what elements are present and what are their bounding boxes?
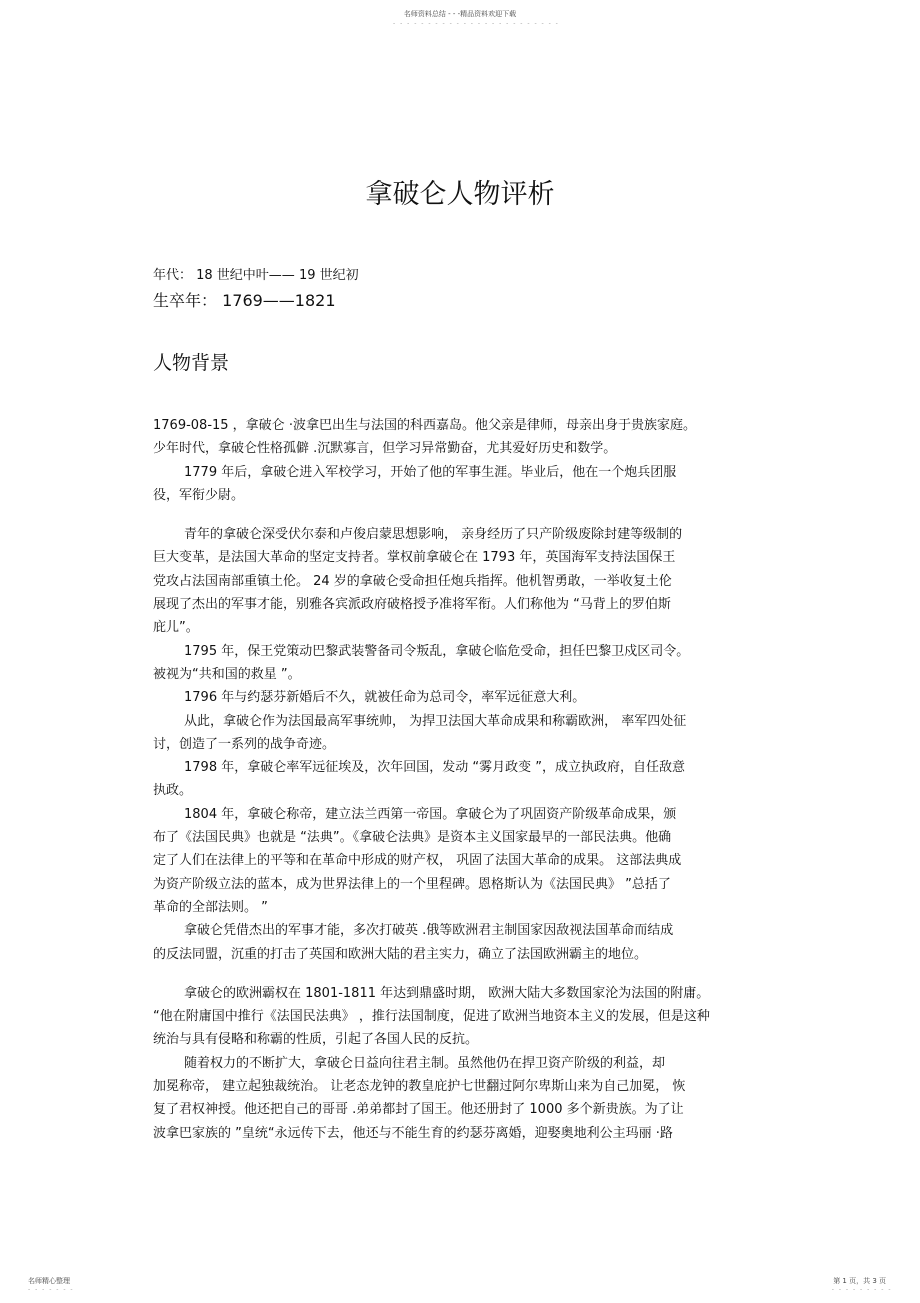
text-line: 从此，拿破仑作为法国最高军事统帅， 为捍卫法国大革命成果和称霸欧洲， 率军四处征 — [184, 713, 687, 729]
text-line: 役，军衔少尉。 — [153, 487, 245, 503]
footer-left-dots: - - - - - - - — [28, 1286, 75, 1293]
years-line: 生卒年： 1769——1821 — [153, 291, 336, 310]
text-line: 党攻占法国南部重镇土伦。 24 岁的拿破仑受命担任炮兵指挥。他机智勇敢，一举收复土伦 — [153, 573, 672, 589]
text-line: 革命的全部法则。 ” — [153, 899, 268, 915]
text-line: 加冕称帝， 建立起独裁统治。 让老态龙钟的教皇庇护七世翻过阿尔卑斯山来为自己加冕， 恢 — [153, 1079, 686, 1095]
text-line: 拿破仑凭借杰出的军事才能，多次打破英 .俄等欧洲君主制国家因敌视法国革命而结成 — [184, 923, 674, 939]
text-line: 巨大变革，是法国大革命的坚定支持者。掌权前拿破仑在 1793 年，英国海军支持法国保王 — [153, 550, 676, 566]
text-line: 的反法同盟，沉重的打击了英国和欧洲大陆的君主实力，确立了法国欧洲霸主的地位。 — [153, 946, 648, 962]
page-header: 名师资料总结 - - -精品资料欢迎下载 — [403, 10, 517, 18]
text-line: 讨，创造了一系列的战争奇迹。 — [153, 736, 336, 752]
text-line: 布了《法国民典》也就是 “法典”。《拿破仑法典》是资本主义国家最早的一部民法典。他确 — [153, 830, 672, 846]
text-line: 1779 年后，拿破仑进入军校学习，开始了他的军事生涯。毕业后，他在一个炮兵团服 — [184, 464, 677, 480]
text-line: 1804 年，拿破仑称帝，建立法兰西第一帝国。拿破仑为了巩固资产阶级革命成果，颁 — [184, 806, 677, 822]
text-line: 青年的拿破仑深受伏尔泰和卢俊启蒙思想影响， 亲身经历了只产阶级废除封建等级制的 — [184, 527, 683, 543]
footer-right-dots: - - - - - - - - - — [831, 1286, 892, 1293]
text-line: 庇儿”。 — [153, 620, 199, 636]
text-line: 1798 年，拿破仑率军远征埃及，次年回国，发动 “雾月政变 ”，成立执政府，自任敌意 — [184, 760, 685, 776]
text-line: 统治与具有侵略和称霸的性质，引起了各国人民的反抗。 — [153, 1032, 479, 1048]
text-line: 1796 年与约瑟芬新婚后不久，就被任命为总司令，率军远征意大利。 — [184, 690, 586, 706]
text-line: 执政。 — [153, 783, 193, 799]
text-line: 复了君权神授。他还把自己的哥哥 .弟弟都封了国王。他还册封了 1000 多个新贵族。为了让 — [153, 1102, 684, 1118]
text-line: 拿破仑的欧洲霸权在 1801-1811 年达到鼎盛时期， 欧洲大陆大多数国家沦为法国的附庸。 — [184, 985, 710, 1001]
document-title: 拿破仑人物评析 — [365, 179, 555, 210]
text-line: 展现了杰出的军事才能，别雅各宾派政府破格授予准将军衔。人们称他为 “马背上的罗伯斯 — [153, 597, 671, 613]
text-line: 为资产阶级立法的蓝本，成为世界法律上的一个里程碑。恩格斯认为《法国民典》 ”总括了 — [153, 876, 671, 892]
era-line: 年代： 18 世纪中叶—— 19 世纪初 — [153, 268, 359, 283]
text-line: 波拿巴家族的 ”皇统“永远传下去，他还与不能生育的约瑟芬离婚，迎娶奥地利公主玛丽 ·路 — [153, 1125, 673, 1141]
text-line: 少年时代，拿破仑性格孤僻 .沉默寡言，但学习异常勤奋，尤其爱好历史和数学。 — [153, 441, 617, 457]
header-dots: - - - - - - - - - - - - - - - - - - - - - - - - — [393, 20, 560, 27]
text-line: 随着权力的不断扩大，拿破仑日益向往君主制。虽然他仍在捍卫资产阶级的利益，却 — [184, 1055, 666, 1071]
text-line: 定了人们在法律上的平等和在革命中形成的财产权， 巩固了法国大革命的成果。 这部法典成 — [153, 853, 682, 869]
text-line: 被视为“共和国的救星 ”。 — [153, 666, 301, 682]
text-line: “他在附庸国中推行《法国民法典》 ，推行法国制度，促进了欧洲当地资本主义的发展，但是这种 — [153, 1009, 710, 1025]
section-heading: 人物背景 — [153, 352, 230, 374]
footer-left: 名师精心整理 — [28, 1277, 70, 1285]
text-line: 1769-08-15 ，拿破仑 ·波拿巴出生与法国的科西嘉岛。他父亲是律师，母亲出身于贵族家庭。 — [153, 418, 696, 433]
page-number: 第 1 页，共 3 页 — [833, 1277, 886, 1285]
body-text — [153, 414, 773, 1145]
text-line: 1795 年，保王党策动巴黎武装警备司令叛乱，拿破仑临危受命，担任巴黎卫戍区司令。 — [184, 643, 690, 659]
